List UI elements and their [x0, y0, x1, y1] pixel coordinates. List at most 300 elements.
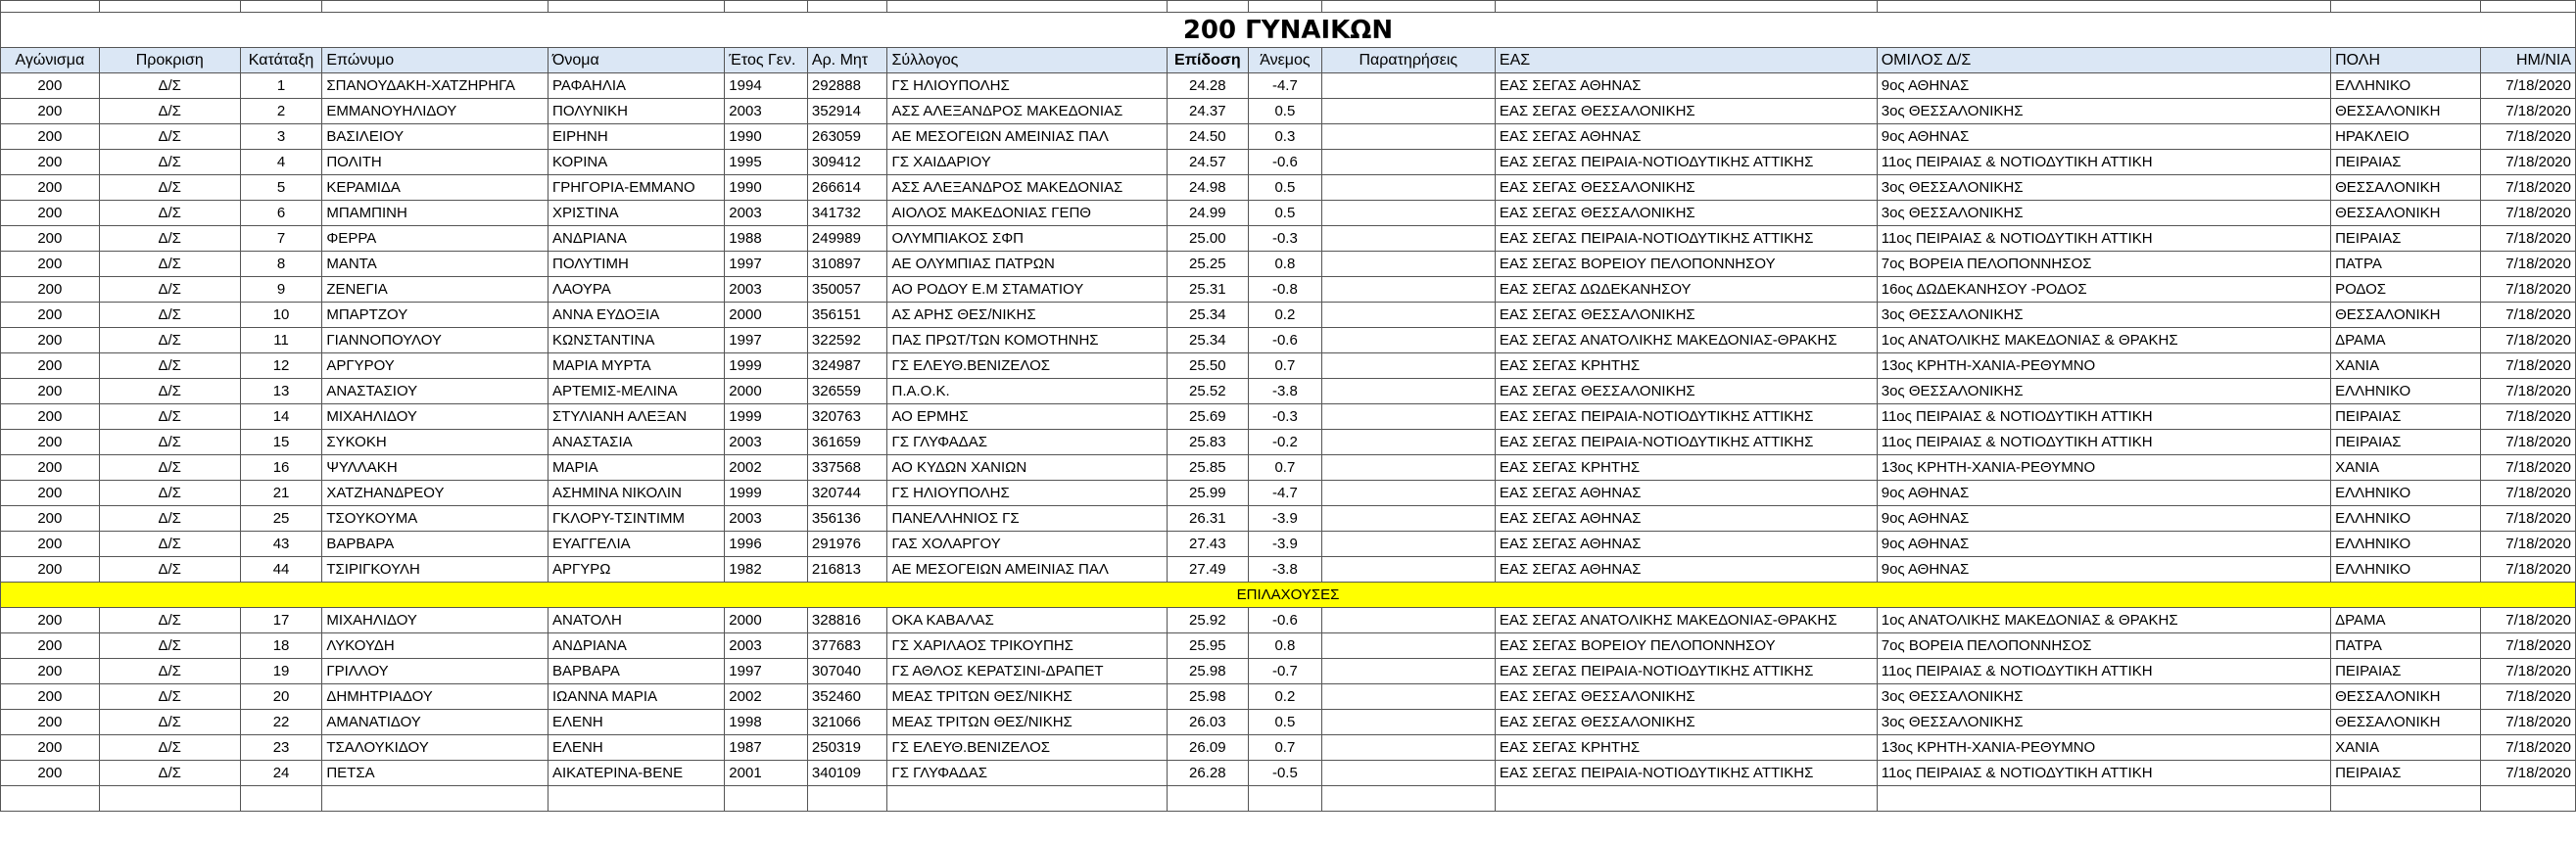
qualification-cell[interactable]: Δ/Σ: [99, 506, 240, 532]
wind-cell[interactable]: -0.7: [1249, 659, 1322, 684]
eas-cell[interactable]: ΕΑΣ ΣΕΓΑΣ ΑΘΗΝΑΣ: [1495, 124, 1877, 150]
qualification-cell[interactable]: Δ/Σ: [99, 684, 240, 710]
wind-cell[interactable]: -0.3: [1249, 404, 1322, 430]
empty-cell[interactable]: [807, 786, 887, 812]
performance-cell[interactable]: 25.52: [1167, 379, 1249, 404]
eas-cell[interactable]: ΕΑΣ ΣΕΓΑΣ ΠΕΙΡΑΙΑ-ΝΟΤΙΟΔΥΤΙΚΗΣ ΑΤΤΙΚΗΣ: [1495, 761, 1877, 786]
club-cell[interactable]: ΜΕΑΣ ΤΡΙΤΩΝ ΘΕΣ/ΝΙΚΗΣ: [887, 684, 1167, 710]
event-cell[interactable]: 200: [1, 608, 100, 633]
surname-cell[interactable]: ΣΠΑΝΟΥΔΑΚΗ-ΧΑΤΖΗΡΗΓΑ: [322, 73, 549, 99]
eas-cell[interactable]: ΕΑΣ ΣΕΓΑΣ ΑΘΗΝΑΣ: [1495, 506, 1877, 532]
birth-year-cell[interactable]: 1999: [725, 404, 808, 430]
qualification-cell[interactable]: Δ/Σ: [99, 430, 240, 455]
date-cell[interactable]: 7/18/2020: [2481, 659, 2576, 684]
rank-cell[interactable]: 44: [240, 557, 322, 583]
rank-cell[interactable]: 3: [240, 124, 322, 150]
group-cell[interactable]: 11ος ΠΕΙΡΑΙΑΣ & ΝΟΤΙΟΔΥΤΙΚΗ ΑΤΤΙΚΗ: [1877, 761, 2330, 786]
remarks-cell[interactable]: [1321, 684, 1495, 710]
eas-cell[interactable]: ΕΑΣ ΣΕΓΑΣ ΑΘΗΝΑΣ: [1495, 73, 1877, 99]
qualification-cell[interactable]: Δ/Σ: [99, 455, 240, 481]
city-cell[interactable]: ΠΑΤΡΑ: [2331, 252, 2481, 277]
eas-cell[interactable]: ΕΑΣ ΣΕΓΑΣ ΠΕΙΡΑΙΑ-ΝΟΤΙΟΔΥΤΙΚΗΣ ΑΤΤΙΚΗΣ: [1495, 659, 1877, 684]
date-cell[interactable]: 7/18/2020: [2481, 328, 2576, 353]
col-header-qualification[interactable]: Προκριση: [99, 48, 240, 73]
surname-cell[interactable]: ΜΙΧΑΗΛΙΔΟΥ: [322, 404, 549, 430]
birth-year-cell[interactable]: 1987: [725, 735, 808, 761]
first-name-cell[interactable]: ΕΛΕΝΗ: [549, 735, 725, 761]
first-name-cell[interactable]: ΠΟΛΥΤΙΜΗ: [549, 252, 725, 277]
empty-cell[interactable]: [1877, 786, 2330, 812]
first-name-cell[interactable]: ΓΚΛΟΡΥ-ΤΣΙΝΤΙΜΜ: [549, 506, 725, 532]
first-name-cell[interactable]: ΚΟΡΙΝΑ: [549, 150, 725, 175]
wind-cell[interactable]: -3.9: [1249, 532, 1322, 557]
event-cell[interactable]: 200: [1, 557, 100, 583]
wind-cell[interactable]: 0.3: [1249, 124, 1322, 150]
remarks-cell[interactable]: [1321, 455, 1495, 481]
remarks-cell[interactable]: [1321, 353, 1495, 379]
wind-cell[interactable]: -3.9: [1249, 506, 1322, 532]
qualification-cell[interactable]: Δ/Σ: [99, 99, 240, 124]
first-name-cell[interactable]: ΑΣΗΜΙΝΑ ΝΙΚΟΛΙΝ: [549, 481, 725, 506]
group-cell[interactable]: 3ος ΘΕΣΣΑΛΟΝΙΚΗΣ: [1877, 201, 2330, 226]
registry-no-cell[interactable]: 328816: [807, 608, 887, 633]
birth-year-cell[interactable]: 2003: [725, 277, 808, 303]
surname-cell[interactable]: ΜΙΧΑΗΛΙΔΟΥ: [322, 608, 549, 633]
eas-cell[interactable]: ΕΑΣ ΣΕΓΑΣ ΚΡΗΤΗΣ: [1495, 353, 1877, 379]
first-name-cell[interactable]: ΕΥΑΓΓΕΛΙΑ: [549, 532, 725, 557]
date-cell[interactable]: 7/18/2020: [2481, 150, 2576, 175]
performance-cell[interactable]: 25.85: [1167, 455, 1249, 481]
club-cell[interactable]: ΓΣ ΓΛΥΦΑΔΑΣ: [887, 761, 1167, 786]
wind-cell[interactable]: 0.7: [1249, 353, 1322, 379]
city-cell[interactable]: ΠΕΙΡΑΙΑΣ: [2331, 404, 2481, 430]
date-cell[interactable]: 7/18/2020: [2481, 608, 2576, 633]
city-cell[interactable]: ΧΑΝΙΑ: [2331, 353, 2481, 379]
performance-cell[interactable]: 24.37: [1167, 99, 1249, 124]
performance-cell[interactable]: 25.25: [1167, 252, 1249, 277]
registry-no-cell[interactable]: 322592: [807, 328, 887, 353]
col-header-eas[interactable]: ΕΑΣ: [1495, 48, 1877, 73]
date-cell[interactable]: 7/18/2020: [2481, 73, 2576, 99]
performance-cell[interactable]: 25.69: [1167, 404, 1249, 430]
remarks-cell[interactable]: [1321, 710, 1495, 735]
qualification-cell[interactable]: Δ/Σ: [99, 659, 240, 684]
empty-cell[interactable]: [1, 786, 100, 812]
wind-cell[interactable]: -0.6: [1249, 328, 1322, 353]
empty-cell[interactable]: [2331, 786, 2481, 812]
first-name-cell[interactable]: ΧΡΙΣΤΙΝΑ: [549, 201, 725, 226]
date-cell[interactable]: 7/18/2020: [2481, 761, 2576, 786]
wind-cell[interactable]: 0.5: [1249, 710, 1322, 735]
remarks-cell[interactable]: [1321, 175, 1495, 201]
club-cell[interactable]: ΓΣ ΓΛΥΦΑΔΑΣ: [887, 430, 1167, 455]
birth-year-cell[interactable]: 2003: [725, 506, 808, 532]
club-cell[interactable]: ΟΛΥΜΠΙΑΚΟΣ ΣΦΠ: [887, 226, 1167, 252]
registry-no-cell[interactable]: 341732: [807, 201, 887, 226]
performance-cell[interactable]: 24.50: [1167, 124, 1249, 150]
col-header-group[interactable]: ΟΜΙΛΟΣ Δ/Σ: [1877, 48, 2330, 73]
remarks-cell[interactable]: [1321, 481, 1495, 506]
club-cell[interactable]: ΑΕ ΜΕΣΟΓΕΙΩΝ ΑΜΕΙΝΙΑΣ ΠΑΛ: [887, 124, 1167, 150]
group-cell[interactable]: 13ος ΚΡΗΤΗ-ΧΑΝΙΑ-ΡΕΘΥΜΝΟ: [1877, 353, 2330, 379]
rank-cell[interactable]: 23: [240, 735, 322, 761]
remarks-cell[interactable]: [1321, 252, 1495, 277]
qualification-cell[interactable]: Δ/Σ: [99, 252, 240, 277]
birth-year-cell[interactable]: 1990: [725, 175, 808, 201]
registry-no-cell[interactable]: 263059: [807, 124, 887, 150]
date-cell[interactable]: 7/18/2020: [2481, 481, 2576, 506]
group-cell[interactable]: 3ος ΘΕΣΣΑΛΟΝΙΚΗΣ: [1877, 303, 2330, 328]
surname-cell[interactable]: ΜΑΝΤΑ: [322, 252, 549, 277]
city-cell[interactable]: ΡΟΔΟΣ: [2331, 277, 2481, 303]
remarks-cell[interactable]: [1321, 150, 1495, 175]
birth-year-cell[interactable]: 2003: [725, 430, 808, 455]
club-cell[interactable]: ΑΣΣ ΑΛΕΞΑΝΔΡΟΣ ΜΑΚΕΔΟΝΙΑΣ: [887, 175, 1167, 201]
event-cell[interactable]: 200: [1, 277, 100, 303]
qualification-cell[interactable]: Δ/Σ: [99, 710, 240, 735]
eas-cell[interactable]: ΕΑΣ ΣΕΓΑΣ ΒΟΡΕΙΟΥ ΠΕΛΟΠΟΝΝΗΣΟΥ: [1495, 633, 1877, 659]
first-name-cell[interactable]: ΛΑΟΥΡΑ: [549, 277, 725, 303]
qualification-cell[interactable]: Δ/Σ: [99, 277, 240, 303]
surname-cell[interactable]: ΨΥΛΛΑΚΗ: [322, 455, 549, 481]
city-cell[interactable]: ΔΡΑΜΑ: [2331, 328, 2481, 353]
performance-cell[interactable]: 25.98: [1167, 659, 1249, 684]
remarks-cell[interactable]: [1321, 99, 1495, 124]
date-cell[interactable]: 7/18/2020: [2481, 557, 2576, 583]
rank-cell[interactable]: 6: [240, 201, 322, 226]
event-cell[interactable]: 200: [1, 328, 100, 353]
remarks-cell[interactable]: [1321, 608, 1495, 633]
surname-cell[interactable]: ΑΜΑΝΑΤΙΔΟΥ: [322, 710, 549, 735]
registry-no-cell[interactable]: 356151: [807, 303, 887, 328]
registry-no-cell[interactable]: 350057: [807, 277, 887, 303]
group-cell[interactable]: 11ος ΠΕΙΡΑΙΑΣ & ΝΟΤΙΟΔΥΤΙΚΗ ΑΤΤΙΚΗ: [1877, 226, 2330, 252]
empty-cell[interactable]: [725, 786, 808, 812]
rank-cell[interactable]: 11: [240, 328, 322, 353]
date-cell[interactable]: 7/18/2020: [2481, 735, 2576, 761]
event-cell[interactable]: 200: [1, 481, 100, 506]
event-cell[interactable]: 200: [1, 175, 100, 201]
registry-no-cell[interactable]: 291976: [807, 532, 887, 557]
wind-cell[interactable]: -4.7: [1249, 73, 1322, 99]
eas-cell[interactable]: ΕΑΣ ΣΕΓΑΣ ΑΝΑΤΟΛΙΚΗΣ ΜΑΚΕΔΟΝΙΑΣ-ΘΡΑΚΗΣ: [1495, 608, 1877, 633]
birth-year-cell[interactable]: 2001: [725, 761, 808, 786]
group-cell[interactable]: 11ος ΠΕΙΡΑΙΑΣ & ΝΟΤΙΟΔΥΤΙΚΗ ΑΤΤΙΚΗ: [1877, 430, 2330, 455]
surname-cell[interactable]: ΓΙΑΝΝΟΠΟΥΛΟΥ: [322, 328, 549, 353]
eas-cell[interactable]: ΕΑΣ ΣΕΓΑΣ ΠΕΙΡΑΙΑ-ΝΟΤΙΟΔΥΤΙΚΗΣ ΑΤΤΙΚΗΣ: [1495, 150, 1877, 175]
first-name-cell[interactable]: ΡΑΦΑΗΛΙΑ: [549, 73, 725, 99]
performance-cell[interactable]: 24.98: [1167, 175, 1249, 201]
performance-cell[interactable]: 25.92: [1167, 608, 1249, 633]
qualification-cell[interactable]: Δ/Σ: [99, 735, 240, 761]
qualification-cell[interactable]: Δ/Σ: [99, 379, 240, 404]
rank-cell[interactable]: 1: [240, 73, 322, 99]
performance-cell[interactable]: 27.43: [1167, 532, 1249, 557]
wind-cell[interactable]: -0.3: [1249, 226, 1322, 252]
club-cell[interactable]: ΟΚΑ ΚΑΒΑΛΑΣ: [887, 608, 1167, 633]
remarks-cell[interactable]: [1321, 277, 1495, 303]
club-cell[interactable]: Π.Α.Ο.Κ.: [887, 379, 1167, 404]
surname-cell[interactable]: ΠΟΛΙΤΗ: [322, 150, 549, 175]
col-header-wind[interactable]: Άνεμος: [1249, 48, 1322, 73]
first-name-cell[interactable]: ΑΝΝΑ ΕΥΔΟΞΙΑ: [549, 303, 725, 328]
eas-cell[interactable]: ΕΑΣ ΣΕΓΑΣ ΘΕΣΣΑΛΟΝΙΚΗΣ: [1495, 303, 1877, 328]
remarks-cell[interactable]: [1321, 761, 1495, 786]
birth-year-cell[interactable]: 1994: [725, 73, 808, 99]
registry-no-cell[interactable]: 320744: [807, 481, 887, 506]
qualification-cell[interactable]: Δ/Σ: [99, 557, 240, 583]
club-cell[interactable]: ΓΣ ΧΑΡΙΛΑΟΣ ΤΡΙΚΟΥΠΗΣ: [887, 633, 1167, 659]
empty-cell[interactable]: [322, 786, 549, 812]
empty-cell[interactable]: [99, 786, 240, 812]
date-cell[interactable]: 7/18/2020: [2481, 99, 2576, 124]
registry-no-cell[interactable]: 377683: [807, 633, 887, 659]
rank-cell[interactable]: 2: [240, 99, 322, 124]
col-header-remarks[interactable]: Παρατηρήσεις: [1321, 48, 1495, 73]
performance-cell[interactable]: 25.34: [1167, 328, 1249, 353]
city-cell[interactable]: ΗΡΑΚΛΕΙΟ: [2331, 124, 2481, 150]
club-cell[interactable]: ΑΟ ΕΡΜΗΣ: [887, 404, 1167, 430]
col-header-registry-no[interactable]: Αρ. Μητ: [807, 48, 887, 73]
event-cell[interactable]: 200: [1, 124, 100, 150]
club-cell[interactable]: ΓΣ ΧΑΙΔΑΡΙΟΥ: [887, 150, 1167, 175]
birth-year-cell[interactable]: 2000: [725, 608, 808, 633]
rank-cell[interactable]: 10: [240, 303, 322, 328]
registry-no-cell[interactable]: 307040: [807, 659, 887, 684]
qualification-cell[interactable]: Δ/Σ: [99, 481, 240, 506]
date-cell[interactable]: 7/18/2020: [2481, 277, 2576, 303]
remarks-cell[interactable]: [1321, 633, 1495, 659]
first-name-cell[interactable]: ΜΑΡΙΑ: [549, 455, 725, 481]
surname-cell[interactable]: ΒΑΣΙΛΕΙΟΥ: [322, 124, 549, 150]
event-cell[interactable]: 200: [1, 659, 100, 684]
city-cell[interactable]: ΠΑΤΡΑ: [2331, 633, 2481, 659]
registry-no-cell[interactable]: 249989: [807, 226, 887, 252]
city-cell[interactable]: ΠΕΙΡΑΙΑΣ: [2331, 150, 2481, 175]
qualification-cell[interactable]: Δ/Σ: [99, 532, 240, 557]
first-name-cell[interactable]: ΓΡΗΓΟΡΙΑ-ΕΜΜΑΝΟ: [549, 175, 725, 201]
birth-year-cell[interactable]: 2002: [725, 684, 808, 710]
birth-year-cell[interactable]: 1999: [725, 353, 808, 379]
event-cell[interactable]: 200: [1, 735, 100, 761]
wind-cell[interactable]: -0.6: [1249, 608, 1322, 633]
event-cell[interactable]: 200: [1, 252, 100, 277]
col-header-birth-year[interactable]: Έτος Γεν.: [725, 48, 808, 73]
registry-no-cell[interactable]: 340109: [807, 761, 887, 786]
event-cell[interactable]: 200: [1, 404, 100, 430]
birth-year-cell[interactable]: 1996: [725, 532, 808, 557]
event-cell[interactable]: 200: [1, 710, 100, 735]
club-cell[interactable]: ΓΣ ΗΛΙΟΥΠΟΛΗΣ: [887, 73, 1167, 99]
eas-cell[interactable]: ΕΑΣ ΣΕΓΑΣ ΘΕΣΣΑΛΟΝΙΚΗΣ: [1495, 175, 1877, 201]
club-cell[interactable]: ΑΟ ΡΟΔΟΥ Ε.Μ ΣΤΑΜΑΤΙΟΥ: [887, 277, 1167, 303]
remarks-cell[interactable]: [1321, 532, 1495, 557]
rank-cell[interactable]: 14: [240, 404, 322, 430]
first-name-cell[interactable]: ΣΤΥΛΙΑΝΗ ΑΛΕΞΑΝ: [549, 404, 725, 430]
performance-cell[interactable]: 26.28: [1167, 761, 1249, 786]
col-header-club[interactable]: Σύλλογος: [887, 48, 1167, 73]
surname-cell[interactable]: ΤΣΙΡΙΓΚΟΥΛΗ: [322, 557, 549, 583]
date-cell[interactable]: 7/18/2020: [2481, 175, 2576, 201]
first-name-cell[interactable]: ΑΙΚΑΤΕΡΙΝΑ-ΒΕΝΕ: [549, 761, 725, 786]
event-cell[interactable]: 200: [1, 633, 100, 659]
group-cell[interactable]: 11ος ΠΕΙΡΑΙΑΣ & ΝΟΤΙΟΔΥΤΙΚΗ ΑΤΤΙΚΗ: [1877, 659, 2330, 684]
date-cell[interactable]: 7/18/2020: [2481, 379, 2576, 404]
rank-cell[interactable]: 15: [240, 430, 322, 455]
performance-cell[interactable]: 25.99: [1167, 481, 1249, 506]
qualification-cell[interactable]: Δ/Σ: [99, 353, 240, 379]
registry-no-cell[interactable]: 321066: [807, 710, 887, 735]
group-cell[interactable]: 11ος ΠΕΙΡΑΙΑΣ & ΝΟΤΙΟΔΥΤΙΚΗ ΑΤΤΙΚΗ: [1877, 150, 2330, 175]
rank-cell[interactable]: 24: [240, 761, 322, 786]
date-cell[interactable]: 7/18/2020: [2481, 684, 2576, 710]
club-cell[interactable]: ΑΕ ΟΛΥΜΠΙΑΣ ΠΑΤΡΩΝ: [887, 252, 1167, 277]
remarks-cell[interactable]: [1321, 404, 1495, 430]
remarks-cell[interactable]: [1321, 735, 1495, 761]
date-cell[interactable]: 7/18/2020: [2481, 633, 2576, 659]
wind-cell[interactable]: 0.5: [1249, 201, 1322, 226]
first-name-cell[interactable]: ΒΑΡΒΑΡΑ: [549, 659, 725, 684]
date-cell[interactable]: 7/18/2020: [2481, 506, 2576, 532]
rank-cell[interactable]: 5: [240, 175, 322, 201]
qualification-cell[interactable]: Δ/Σ: [99, 175, 240, 201]
group-cell[interactable]: 9ος ΑΘΗΝΑΣ: [1877, 481, 2330, 506]
rank-cell[interactable]: 18: [240, 633, 322, 659]
wind-cell[interactable]: -4.7: [1249, 481, 1322, 506]
eas-cell[interactable]: ΕΑΣ ΣΕΓΑΣ ΘΕΣΣΑΛΟΝΙΚΗΣ: [1495, 684, 1877, 710]
group-cell[interactable]: 9ος ΑΘΗΝΑΣ: [1877, 73, 2330, 99]
city-cell[interactable]: ΘΕΣΣΑΛΟΝΙΚΗ: [2331, 710, 2481, 735]
club-cell[interactable]: ΑΣ ΑΡΗΣ ΘΕΣ/ΝΙΚΗΣ: [887, 303, 1167, 328]
city-cell[interactable]: ΠΕΙΡΑΙΑΣ: [2331, 659, 2481, 684]
rank-cell[interactable]: 16: [240, 455, 322, 481]
event-cell[interactable]: 200: [1, 455, 100, 481]
eas-cell[interactable]: ΕΑΣ ΣΕΓΑΣ ΘΕΣΣΑΛΟΝΙΚΗΣ: [1495, 201, 1877, 226]
registry-no-cell[interactable]: 310897: [807, 252, 887, 277]
registry-no-cell[interactable]: 352460: [807, 684, 887, 710]
registry-no-cell[interactable]: 356136: [807, 506, 887, 532]
remarks-cell[interactable]: [1321, 201, 1495, 226]
group-cell[interactable]: 1ος ΑΝΑΤΟΛΙΚΗΣ ΜΑΚΕΔΟΝΙΑΣ & ΘΡΑΚΗΣ: [1877, 328, 2330, 353]
city-cell[interactable]: ΘΕΣΣΑΛΟΝΙΚΗ: [2331, 175, 2481, 201]
rank-cell[interactable]: 43: [240, 532, 322, 557]
city-cell[interactable]: ΠΕΙΡΑΙΑΣ: [2331, 761, 2481, 786]
event-cell[interactable]: 200: [1, 201, 100, 226]
remarks-cell[interactable]: [1321, 506, 1495, 532]
wind-cell[interactable]: 0.8: [1249, 633, 1322, 659]
rank-cell[interactable]: 17: [240, 608, 322, 633]
date-cell[interactable]: 7/18/2020: [2481, 353, 2576, 379]
registry-no-cell[interactable]: 216813: [807, 557, 887, 583]
empty-cell[interactable]: [549, 786, 725, 812]
rank-cell[interactable]: 13: [240, 379, 322, 404]
registry-no-cell[interactable]: 320763: [807, 404, 887, 430]
registry-no-cell[interactable]: 292888: [807, 73, 887, 99]
club-cell[interactable]: ΓΣ ΗΛΙΟΥΠΟΛΗΣ: [887, 481, 1167, 506]
registry-no-cell[interactable]: 250319: [807, 735, 887, 761]
empty-cell[interactable]: [1321, 786, 1495, 812]
remarks-cell[interactable]: [1321, 659, 1495, 684]
wind-cell[interactable]: 0.2: [1249, 303, 1322, 328]
group-cell[interactable]: 3ος ΘΕΣΣΑΛΟΝΙΚΗΣ: [1877, 379, 2330, 404]
wind-cell[interactable]: 0.7: [1249, 455, 1322, 481]
col-header-date[interactable]: ΗΜ/ΝΙΑ: [2481, 48, 2576, 73]
empty-cell[interactable]: [1167, 786, 1249, 812]
remarks-cell[interactable]: [1321, 124, 1495, 150]
first-name-cell[interactable]: ΠΟΛΥΝΙΚΗ: [549, 99, 725, 124]
city-cell[interactable]: ΘΕΣΣΑΛΟΝΙΚΗ: [2331, 684, 2481, 710]
empty-cell[interactable]: [1495, 786, 1877, 812]
eas-cell[interactable]: ΕΑΣ ΣΕΓΑΣ ΑΝΑΤΟΛΙΚΗΣ ΜΑΚΕΔΟΝΙΑΣ-ΘΡΑΚΗΣ: [1495, 328, 1877, 353]
eas-cell[interactable]: ΕΑΣ ΣΕΓΑΣ ΑΘΗΝΑΣ: [1495, 532, 1877, 557]
eas-cell[interactable]: ΕΑΣ ΣΕΓΑΣ ΚΡΗΤΗΣ: [1495, 735, 1877, 761]
empty-cell[interactable]: [240, 786, 322, 812]
date-cell[interactable]: 7/18/2020: [2481, 124, 2576, 150]
group-cell[interactable]: 9ος ΑΘΗΝΑΣ: [1877, 532, 2330, 557]
performance-cell[interactable]: 26.03: [1167, 710, 1249, 735]
qualification-cell[interactable]: Δ/Σ: [99, 608, 240, 633]
rank-cell[interactable]: 21: [240, 481, 322, 506]
group-cell[interactable]: 3ος ΘΕΣΣΑΛΟΝΙΚΗΣ: [1877, 684, 2330, 710]
wind-cell[interactable]: 0.8: [1249, 252, 1322, 277]
first-name-cell[interactable]: ΑΝΔΡΙΑΝΑ: [549, 633, 725, 659]
performance-cell[interactable]: 24.28: [1167, 73, 1249, 99]
birth-year-cell[interactable]: 1988: [725, 226, 808, 252]
surname-cell[interactable]: ΜΠΑΜΠΙΝΗ: [322, 201, 549, 226]
city-cell[interactable]: ΘΕΣΣΑΛΟΝΙΚΗ: [2331, 99, 2481, 124]
rank-cell[interactable]: 19: [240, 659, 322, 684]
club-cell[interactable]: ΓΑΣ ΧΟΛΑΡΓΟΥ: [887, 532, 1167, 557]
city-cell[interactable]: ΕΛΛΗΝΙΚΟ: [2331, 73, 2481, 99]
date-cell[interactable]: 7/18/2020: [2481, 430, 2576, 455]
event-cell[interactable]: 200: [1, 150, 100, 175]
city-cell[interactable]: ΠΕΙΡΑΙΑΣ: [2331, 430, 2481, 455]
birth-year-cell[interactable]: 2000: [725, 303, 808, 328]
performance-cell[interactable]: 26.09: [1167, 735, 1249, 761]
wind-cell[interactable]: 0.7: [1249, 735, 1322, 761]
col-header-rank[interactable]: Κατάταξη: [240, 48, 322, 73]
first-name-cell[interactable]: ΙΩΑΝΝΑ ΜΑΡΙΑ: [549, 684, 725, 710]
club-cell[interactable]: ΓΣ ΑΘΛΟΣ ΚΕΡΑΤΣΙΝΙ-ΔΡΑΠΕΤ: [887, 659, 1167, 684]
qualification-cell[interactable]: Δ/Σ: [99, 150, 240, 175]
date-cell[interactable]: 7/18/2020: [2481, 201, 2576, 226]
date-cell[interactable]: 7/18/2020: [2481, 455, 2576, 481]
first-name-cell[interactable]: ΑΝΑΤΟΛΗ: [549, 608, 725, 633]
date-cell[interactable]: 7/18/2020: [2481, 252, 2576, 277]
birth-year-cell[interactable]: 2002: [725, 455, 808, 481]
remarks-cell[interactable]: [1321, 430, 1495, 455]
group-cell[interactable]: 9ος ΑΘΗΝΑΣ: [1877, 506, 2330, 532]
first-name-cell[interactable]: ΑΝΔΡΙΑΝΑ: [549, 226, 725, 252]
eas-cell[interactable]: ΕΑΣ ΣΕΓΑΣ ΠΕΙΡΑΙΑ-ΝΟΤΙΟΔΥΤΙΚΗΣ ΑΤΤΙΚΗΣ: [1495, 430, 1877, 455]
eas-cell[interactable]: ΕΑΣ ΣΕΓΑΣ ΘΕΣΣΑΛΟΝΙΚΗΣ: [1495, 99, 1877, 124]
eas-cell[interactable]: ΕΑΣ ΣΕΓΑΣ ΒΟΡΕΙΟΥ ΠΕΛΟΠΟΝΝΗΣΟΥ: [1495, 252, 1877, 277]
club-cell[interactable]: ΑΕ ΜΕΣΟΓΕΙΩΝ ΑΜΕΙΝΙΑΣ ΠΑΛ: [887, 557, 1167, 583]
surname-cell[interactable]: ΕΜΜΑΝΟΥΗΛΙΔΟΥ: [322, 99, 549, 124]
club-cell[interactable]: ΑΟ ΚΥΔΩΝ ΧΑΝΙΩΝ: [887, 455, 1167, 481]
birth-year-cell[interactable]: 1995: [725, 150, 808, 175]
birth-year-cell[interactable]: 1999: [725, 481, 808, 506]
rank-cell[interactable]: 25: [240, 506, 322, 532]
wind-cell[interactable]: -0.8: [1249, 277, 1322, 303]
city-cell[interactable]: ΠΕΙΡΑΙΑΣ: [2331, 226, 2481, 252]
empty-cell[interactable]: [2481, 786, 2576, 812]
surname-cell[interactable]: ΒΑΡΒΑΡΑ: [322, 532, 549, 557]
first-name-cell[interactable]: ΑΡΤΕΜΙΣ-ΜΕΛΙΝΑ: [549, 379, 725, 404]
club-cell[interactable]: ΜΕΑΣ ΤΡΙΤΩΝ ΘΕΣ/ΝΙΚΗΣ: [887, 710, 1167, 735]
eas-cell[interactable]: ΕΑΣ ΣΕΓΑΣ ΑΘΗΝΑΣ: [1495, 557, 1877, 583]
city-cell[interactable]: ΕΛΛΗΝΙΚΟ: [2331, 379, 2481, 404]
